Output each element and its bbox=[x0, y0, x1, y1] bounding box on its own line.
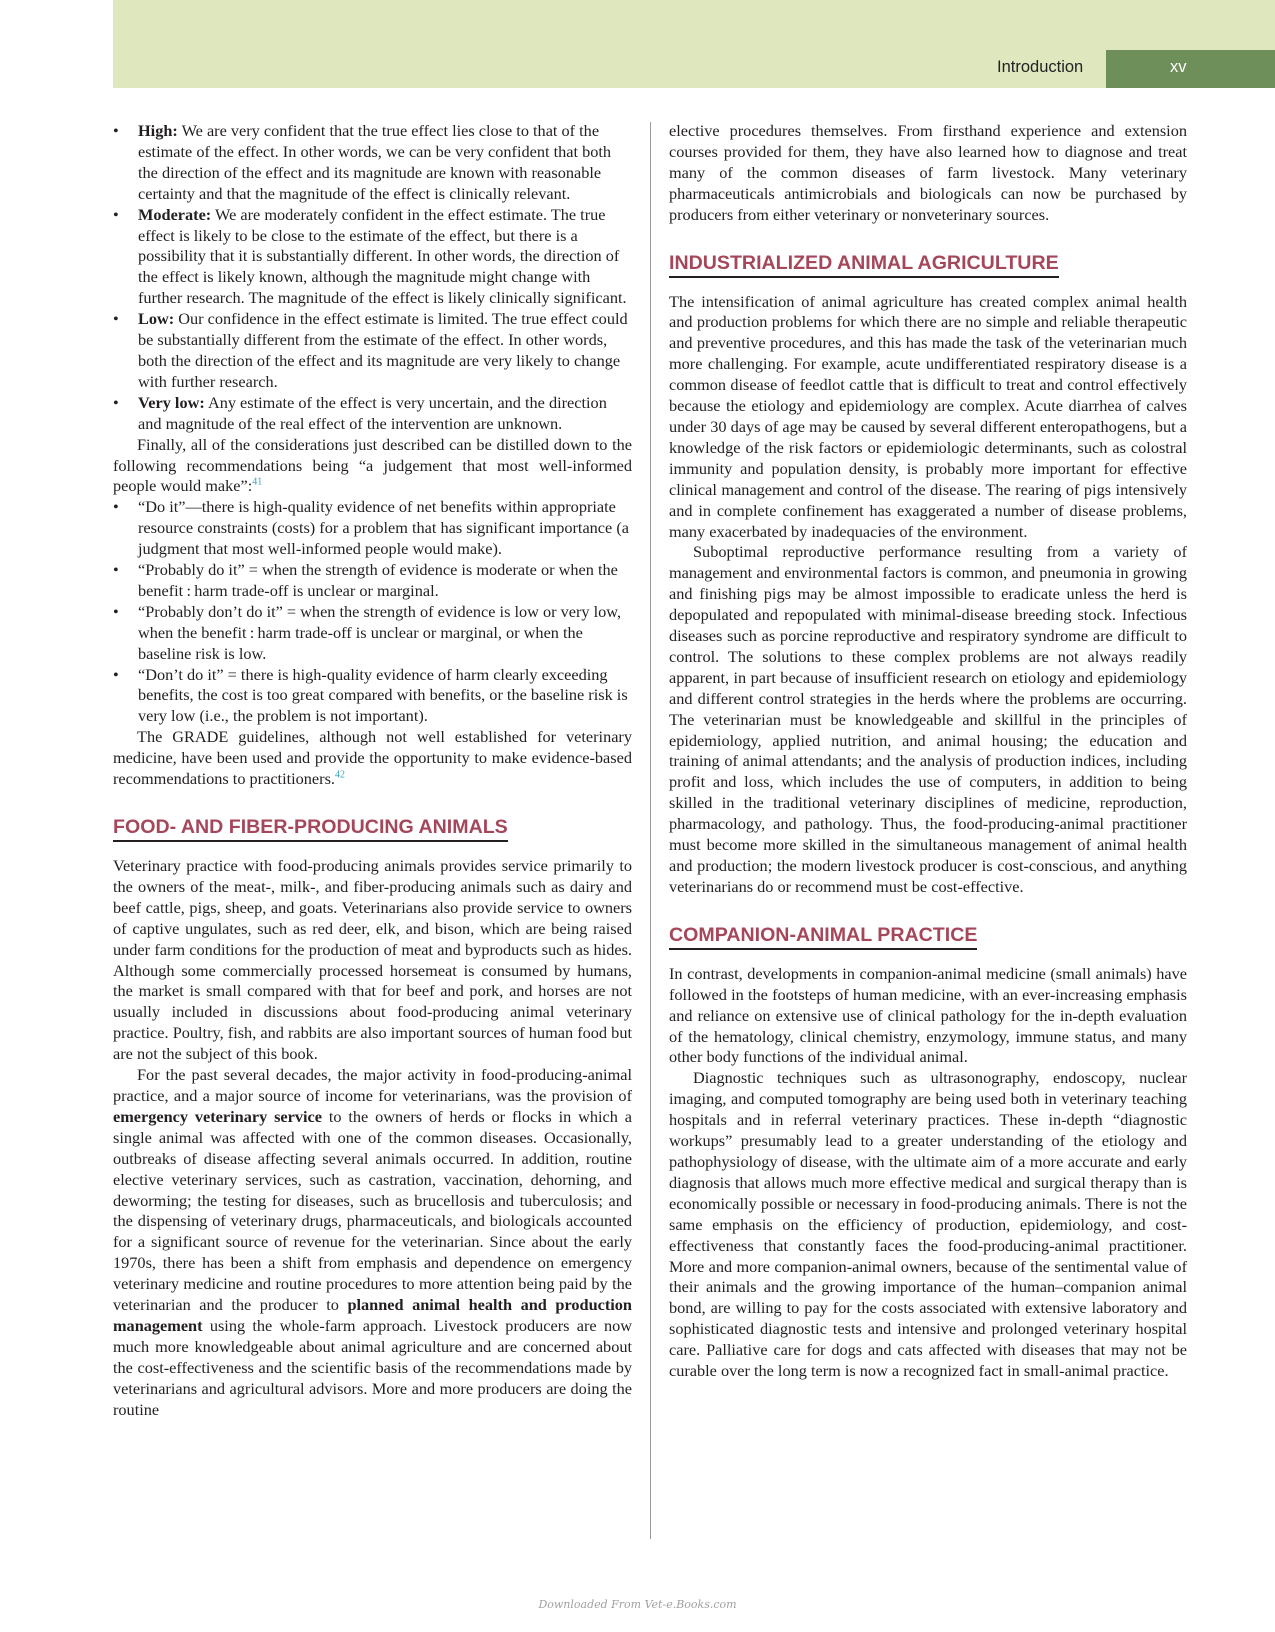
paragraph-text: For the past several decades, the major activity in food-producing-animal practice, and a major source of income for veterinarians, was the provision of bbox=[113, 1065, 632, 1105]
bullet-text: We are moderately confident in the effect estimate. The true effect is likely to be close to the estimate of the effect, but there is a possibility that it is substantially different. In other words, the direction of the effect is likely known, although the magnitude might change with further research. The magnitude of the effect is likely clinically significant. bbox=[138, 204, 627, 308]
page-number: xv bbox=[1170, 58, 1187, 76]
paragraph-text: Finally, all of the considerations just described can be distilled down to the following recommendations being “a judgement that most well-informed people would make”: bbox=[113, 434, 632, 496]
page-number-box bbox=[1106, 50, 1275, 88]
list-item bbox=[138, 309, 632, 393]
bullet-text: We are very confident that the true effect lies close to that of the estimate of the effect. In other words, we can be very confident that both the direction of the effect and its magnitude are known with reasonable certainty and that the magnitude of the effect is clinically relevant. bbox=[138, 121, 612, 203]
paragraph: Veterinary practice with food-producing animals provides service primarily to the owners of the meat-, milk-, and fiber-producing animals such as dairy and beef cattle, pigs, sheep, and goats. Veterinarians also provide service to owners of captive ungulates, such as red deer, elk, and bison, which are being raised under farm conditions for the production of meat and byproducts such as hides. Although some commercially processed horsemeat is consumed by humans, the market is small compared with that for beef and pork, and horses are not usually included in discussions about food-producing animal veterinary practice. Poultry, fish, and rabbits are also important sources of human food but are not the subject of this book. bbox=[113, 856, 632, 1064]
section-heading-wrap bbox=[113, 815, 632, 842]
list-item bbox=[138, 205, 632, 310]
bold-term: emergency veterinary service bbox=[113, 1106, 322, 1126]
paragraph: Diagnostic techniques such as ultrasonography, endoscopy, nuclear imaging, and computed tomography are being used both in veterinary teaching hospitals and in referral veterinary practices. These in-depth “diagnostic workups” presumably lead to a greater understanding of the etiology and pathophysiology of disease, with the ultimate aim of a more accurate and early diagnosis that allows much more effective medical and surgical therapy than is economically possible or necessary in food-producing animals. There is not the same emphasis on the efficiency of production, epidemiology, and cost-effectiveness that constantly faces the food-producing-animal practitioner. More and more companion-animal owners, because of the sentimental value of their animals and the growing importance of the human–companion animal bond, are willing to pay for the costs associated with extensive laboratory and sophisticated diagnostic tests and intensive and prolonged veterinary hospital care. Palliative care for dogs and cats affected with diseases that may not be curable over the long term is now a recognized fact in small-animal practice. bbox=[669, 1068, 1187, 1381]
paragraph-text: The GRADE guidelines, although not well established for veterinary medicine, have been used and provide the opportunity to make evidence-based recommendations to practitioners. bbox=[113, 727, 632, 789]
list-item: • “Don’t do it” = there is high-quality evidence of harm clearly exceeding benefits, the cost is too great compared with benefits, or the baseline risk is very low (i.e., the problem is not important). bbox=[138, 665, 632, 728]
column-divider bbox=[650, 122, 651, 1539]
running-header-title: Introduction bbox=[997, 58, 1084, 76]
grade-quality-list bbox=[113, 121, 632, 435]
section-heading-food-fiber: FOOD- AND FIBER-PRODUCING ANIMALS bbox=[113, 815, 508, 842]
list-item: • “Do it”—there is high-quality evidence of net benefits within appropriate resource constraints (costs) for a problem that has significant importance (a judgment that most well-informed people would make). bbox=[138, 497, 632, 560]
list-item: • “Probably don’t do it” = when the strength of evidence is low or very low, when the benefit : harm trade-off is unclear or marginal, or when the baseline risk is low. bbox=[138, 602, 632, 665]
bullet-text: Our confidence in the effect estimate is limited. The true effect could be substantially different from the estimate of the effect. In other words, both the direction of the effect and its magnitude are very likely to change with further research. bbox=[138, 309, 628, 391]
bullet-term: Very low: bbox=[138, 392, 205, 412]
left-column bbox=[113, 121, 632, 1420]
download-watermark: Downloaded From Vet-e.Books.com bbox=[538, 1598, 737, 1611]
list-item bbox=[138, 393, 632, 435]
paragraph: The intensification of animal agriculture has created complex animal health and production problems for which there are no simple and reliable therapeutic and preventive procedures, and this has made the task of the veterinarian much more challenging. For example, acute undifferentiated respiratory disease is a common disease of feedlot cattle that is difficult to treat and control effectively because the etiology and epidemiology are complex. Acute diarrhea of calves under 30 days of age may be caused by several different enteropathogens, but a knowledge of the risk factors or epidemiologic determinants, such as colostral immunity and population density, is probably more important for effective clinical management and control of the disease. The rearing of pigs intensively and in complete confinement has exaggerated a number of disease problems, many exacerbated by inadequacies of the environment. bbox=[669, 291, 1187, 541]
paragraph bbox=[113, 1065, 632, 1420]
paragraph: elective procedures themselves. From firsthand experience and extension courses provided for them, they have also learned how to diagnose and treat many of the common diseases of farm livestock. Many veterinary pharmaceuticals antimicrobials and biologicals can now be purchased by producers from either veterinary or nonveterinary sources. bbox=[669, 121, 1187, 224]
header-band bbox=[113, 0, 1275, 88]
paragraph: Suboptimal reproductive performance resulting from a variety of management and environmental factors is common, and pneumonia in growing and finishing pigs may be almost impossible to eradicate unless the herd is depopulated and repopulated with minimal-disease breeding stock. Infectious diseases such as porcine reproductive and respiratory syndrome are difficult to control. The solutions to these complex problems are not always readily apparent, in part because of insufficient research on etiology and epidemiology and different control strategies in the herds where the problems are occurring. The veterinarian must be knowledgeable and skillful in the principles of epidemiology, applied nutrition, and animal housing; the education and training of animal attendants; and the analysis of production indices, including profit and loss, which includes the use of computers, in addition to being skilled in the traditional veterinary disciplines of medicine, reproduction, pharmacology, and pathology. Thus, the food-producing-animal practitioner must become more skilled in the simultaneous management of animal health and production; the modern livestock producer is cost-conscious, and anything veterinarians do or recommend must be cost-effective. bbox=[669, 542, 1187, 896]
paragraph-text: using the whole-farm approach. Livestock producers are now much more knowledgeable about animal agriculture and are concerned about the cost-effectiveness and the scientific basis of the recommendations made by veterinarians and agricultural advisors. More and more producers are doing the routine bbox=[113, 1315, 632, 1419]
reference-link[interactable]: 41 bbox=[252, 476, 263, 488]
paragraph bbox=[113, 727, 632, 790]
right-column bbox=[669, 121, 1187, 1382]
bullet-term: Low: bbox=[138, 309, 175, 329]
section-heading-companion: COMPANION-ANIMAL PRACTICE bbox=[669, 923, 977, 950]
section-heading-wrap bbox=[669, 251, 1187, 278]
section-heading-wrap bbox=[669, 923, 1187, 950]
reference-link[interactable]: 42 bbox=[335, 769, 345, 781]
paragraph-text: to the owners of herds or flocks in which a single animal was affected with one of the common diseases. Occasionally, outbreaks of disease affecting several animals occurred. In addition, routine elective veterinary services, such as castration, vaccination, dehorning, and deworming; the testing for diseases, such as brucellosis and tuberculosis; and the dispensing of veterinary drugs, pharmaceuticals, and biologicals accounted for a significant source of revenue for the veterinarian. Since about the early 1970s, there has been a shift from emphasis and dependence on emergency veterinary medicine and routine procedures to more attention being paid by the veterinarian and the producer to bbox=[113, 1106, 633, 1315]
paragraph bbox=[113, 435, 632, 498]
bullet-term: High: bbox=[138, 121, 178, 140]
list-item bbox=[138, 121, 632, 205]
bold-term: planned animal health and production management bbox=[113, 1295, 632, 1335]
bullet-text: Any estimate of the effect is very uncertain, and the direction and magnitude of the real effect of the intervention are unknown. bbox=[138, 392, 607, 433]
paragraph: In contrast, developments in companion-animal medicine (small animals) have followed in the footsteps of human medicine, with an ever-increasing emphasis and reliance on extensive use of clinical pathology for the in-depth evaluation of the hematology, clinical chemistry, enzymology, immune status, and many other body functions of the individual animal. bbox=[669, 963, 1187, 1067]
bullet-term: Moderate: bbox=[138, 204, 212, 224]
section-heading-industrialized: INDUSTRIALIZED ANIMAL AGRICULTURE bbox=[669, 251, 1059, 278]
recommendation-list bbox=[113, 497, 632, 727]
list-item: • “Probably do it” = when the strength of evidence is moderate or when the benefit : harm trade-off is unclear or marginal. bbox=[138, 560, 632, 602]
